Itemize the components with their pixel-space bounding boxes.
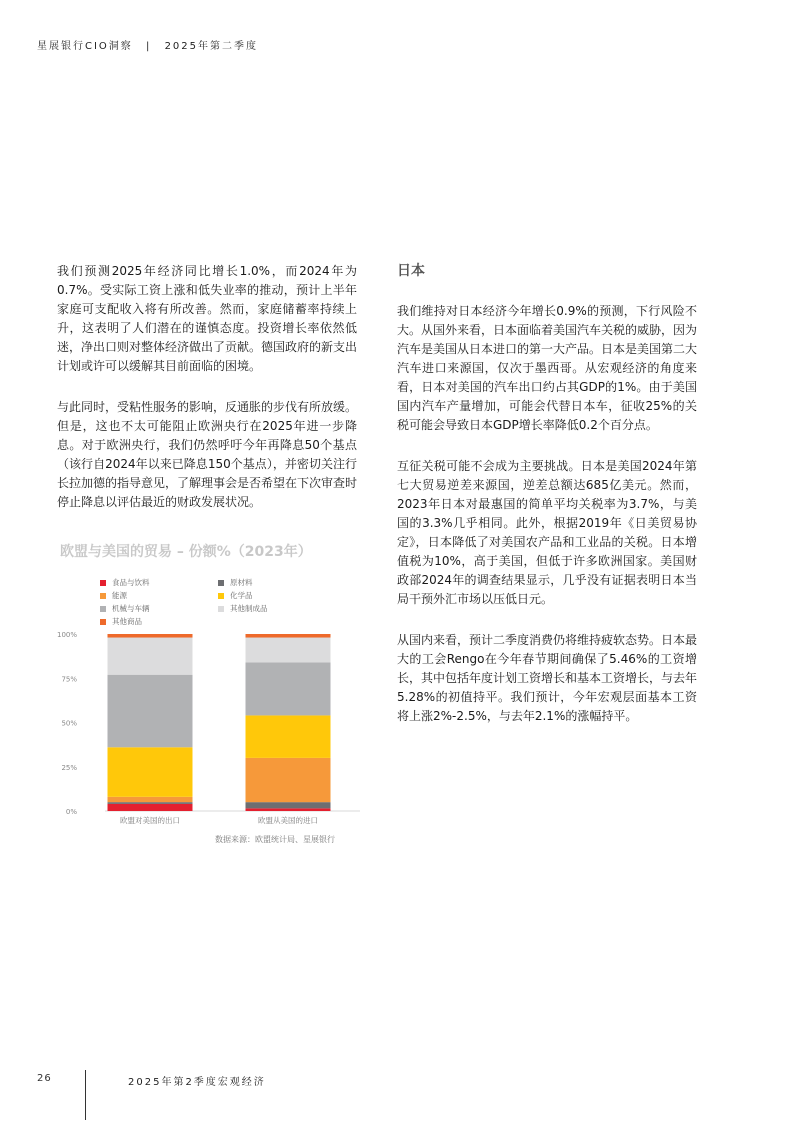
- stacked-bar-chart: [55, 625, 365, 830]
- bar-segment: [108, 638, 193, 675]
- bar-segment: [246, 802, 331, 808]
- left-paragraph-2: 与此同时，受粘性服务的影响，反通胀的步伐有所放缓。但是，这也不太可能阻止欧洲央行在2025年进一步降息。对于欧洲央行，我们仍然呼吁今年再降息50个基点（该行自2024年以来已降息150个基点），并密切关注行长拉加德的指导意见，了解理事会是否希望在下次审查时停止降息以评估最近的财政发展状况。: [57, 400, 358, 509]
- bar-segment: [246, 758, 331, 802]
- legend-label: 原材料: [230, 578, 253, 587]
- y-tick-label: 0%: [65, 808, 77, 816]
- y-tick-label: 75%: [61, 675, 77, 684]
- bar-segment: [108, 675, 193, 748]
- legend-label: 其他制成品: [230, 604, 268, 613]
- legend-item-energy: [100, 590, 127, 601]
- page-header: [37, 37, 258, 52]
- y-tick-label: 100%: [56, 631, 77, 639]
- legend-swatch: [100, 593, 106, 599]
- legend-label: 化学品: [230, 591, 253, 600]
- bar-segment: [108, 747, 193, 797]
- right-paragraph-3: 从国内来看，预计二季度消费仍将维持疲软态势。日本最大的工会Rengo在今年春节期间确保了5.46%的工资增长，其中包括年度计划工资增长和基本工资增长，与去年5.28%的初值持平。我们预计，今年宏观层面基本工资将上涨2%-2.5%，与去年2.1%的涨幅持平。: [397, 633, 698, 723]
- legend-label: 机械与车辆: [112, 604, 150, 613]
- bar-segment: [246, 638, 331, 663]
- footer-divider: [85, 1070, 86, 1120]
- page-number: 26: [37, 1073, 52, 1084]
- bar-segment: [108, 804, 193, 811]
- header-period: 2025年第二季度: [164, 41, 259, 52]
- header-brand: 星展银行CIO洞察: [37, 41, 133, 52]
- bar-segment: [108, 634, 193, 638]
- legend-swatch: [100, 606, 106, 612]
- right-column: [397, 262, 697, 748]
- chart-source: 数据来源：欧盟统计局、星展银行: [215, 835, 335, 844]
- legend-item-machinery: [100, 603, 150, 614]
- legend-swatch: [218, 580, 224, 586]
- x-category-label: 欧盟对美国的出口: [120, 816, 180, 825]
- bar-segment: [246, 662, 331, 715]
- footer-title: 2025年第2季度宏观经济: [128, 1077, 266, 1088]
- chart-title: 欧盟与美国的贸易 – 份额%（2023年）: [60, 544, 312, 560]
- left-paragraph-1: 我们预测2025年经济同比增长1.0%，而2024年为0.7%。受实际工资上涨和低失业率的推动，预计上半年家庭可支配收入将有所改善。然而，家庭储蓄率持续上升，这表明了人们潜在的谨慎态度。投资增长率依然低迷，净出口则对整体经济做出了贡献。德国政府的新支出计划或许可以缓解其目前面临的困境。: [57, 264, 358, 373]
- header-separator: |: [146, 41, 152, 52]
- legend-swatch: [218, 593, 224, 599]
- legend-item-chemicals: [218, 590, 253, 601]
- legend-item-food: [100, 577, 150, 588]
- legend-swatch: [100, 580, 106, 586]
- bar-segment: [246, 634, 331, 638]
- y-tick-label: 50%: [61, 719, 77, 728]
- right-paragraph-2: 互征关税可能不会成为主要挑战。日本是美国2024年第七大贸易逆差来源国，逆差总额达685亿美元。然而，2023年日本对最惠国的简单平均关税率为3.7%，与美国的3.3%几乎相同。此外，根据2019年《日美贸易协定》，日本降低了对美国农产品和工业品的关税。日本增值税为10%，高于美国，但低于许多欧洲国家。美国财政部2024年的调查结果显示，几乎没有证据表明日本当局干预外汇市场以压低日元。: [397, 459, 697, 606]
- legend-swatch: [218, 606, 224, 612]
- legend-label: 其他商品: [112, 617, 142, 626]
- legend-label: 能源: [112, 591, 127, 600]
- left-column: [57, 262, 357, 534]
- y-tick-label: 25%: [61, 763, 77, 772]
- legend-label: 食品与饮料: [112, 578, 150, 587]
- legend-item-raw-materials: [218, 577, 253, 588]
- section-title-japan: 日本: [397, 263, 425, 279]
- right-paragraph-1: 我们维持对日本经济今年增长0.9%的预测，下行风险不大。从国外来看，日本面临着美国汽车关税的威胁，因为汽车是美国从日本进口的第一大产品。日本是美国第二大汽车进口来源国，仅次于墨西哥。从宏观经济的角度来看，日本对美国的汽车出口约占其GDP的1%。由于美国国内汽车产量增加，可能会代替日本车，征收25%的关税可能会导致日本GDP增长率降低0.2个百分点。: [397, 304, 698, 432]
- bar-segment: [108, 797, 193, 802]
- bar-segment: [246, 715, 331, 757]
- x-category-label: 欧盟从美国的进口: [258, 816, 318, 825]
- bar-segment: [108, 802, 193, 804]
- bar-segment: [246, 808, 331, 811]
- legend-item-other-manufactured: [218, 603, 268, 614]
